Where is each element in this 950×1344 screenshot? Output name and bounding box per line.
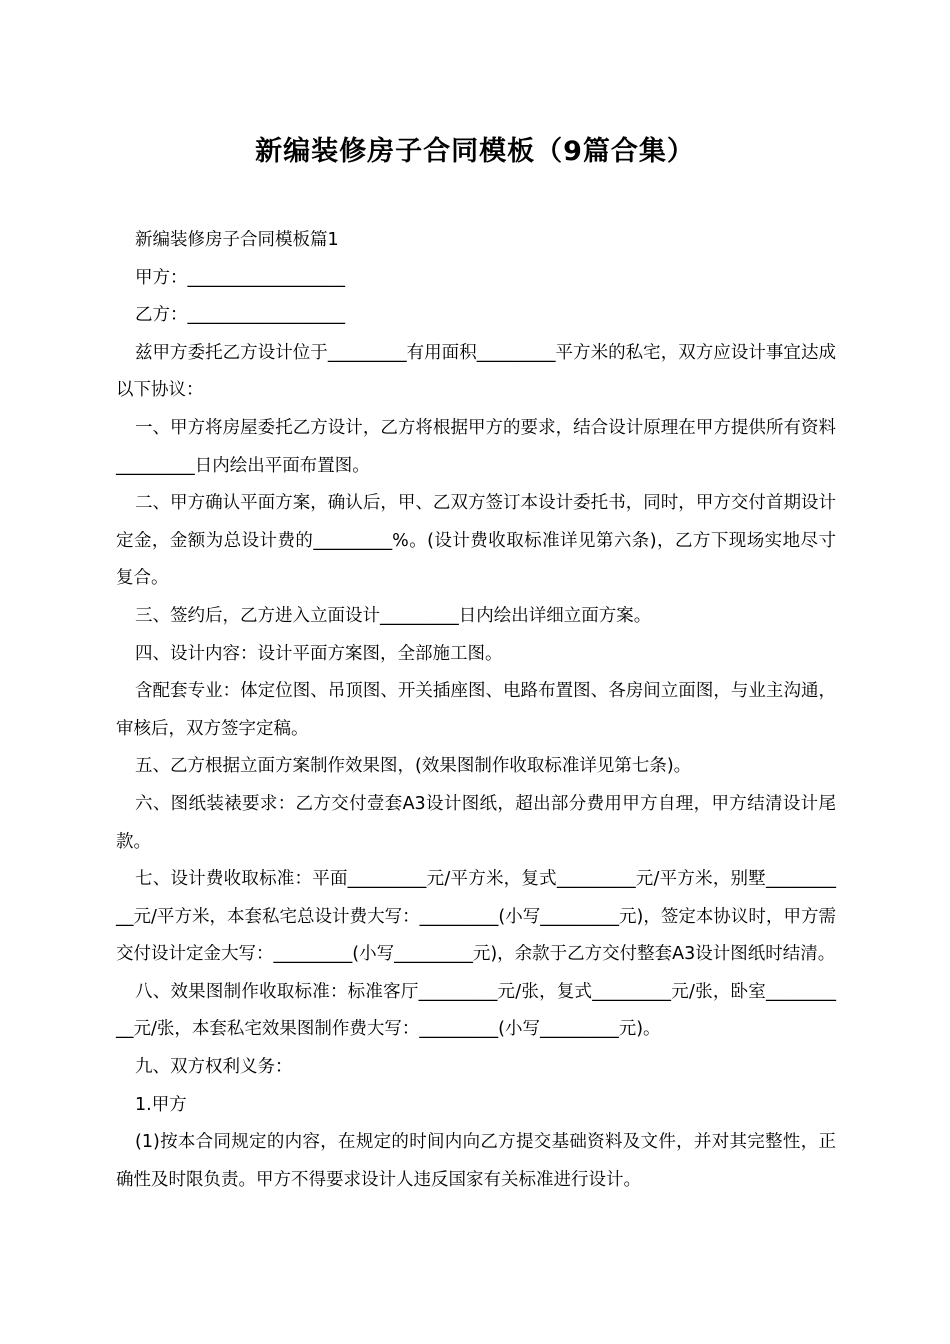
party-b-line: 乙方：__________________ — [135, 305, 345, 326]
party-a-line: 甲方：__________________ — [135, 267, 345, 288]
clause-9-party-a: 1.甲方 — [135, 1094, 187, 1115]
section-heading: 新编装修房子合同模板篇1 — [135, 230, 339, 250]
clause-8: 八、效果图制作收取标准：标准客厅_________元/张，复式_________元/张，卧室__________元/张，本套私宅效果图制作费大写：_________(小写_________元)。 — [116, 981, 836, 1040]
clause-5: 五、乙方根据立面方案制作效果图，(效果图制作收取标准详见第七条)。 — [135, 756, 692, 777]
clause-3: 三、签约后，乙方进入立面设计_________日内绘出详细立面方案。 — [135, 605, 652, 626]
clause-1: 一、甲方将房屋委托乙方设计，乙方将根据甲方的要求，结合设计原理在甲方提供所有资料_________日内绘出平面布置图。 — [116, 417, 836, 476]
document-body — [116, 222, 836, 1199]
clause-4: 四、设计内容：设计平面方案图，全部施工图。 — [135, 643, 503, 664]
clause-9: 九、双方权利义务： — [135, 1057, 293, 1078]
clause-9-party-a-item-1: (1)按本合同规定的内容，在规定的时间内向乙方提交基础资料及文件，并对其完整性，正确性及时限负责。甲方不得要求设计人违反国家有关标准进行设计。 — [116, 1132, 836, 1190]
clause-4-detail: 含配套专业：体定位图、吊顶图、开关插座图、电路布置图、各房间立面图，与业主沟通，审核后，双方签字定稿。 — [116, 681, 836, 739]
preamble-paragraph: 兹甲方委托乙方设计位于_________有用面积_________平方米的私宅，双方应设计事宜达成以下协议： — [116, 342, 836, 401]
clause-2: 二、甲方确认平面方案，确认后，甲、乙双方签订本设计委托书，同时，甲方交付首期设计定金，金额为总设计费的_________%。(设计费收取标准详见第六条)，乙方下现场实地尽寸复合。 — [116, 493, 836, 589]
clause-7: 七、设计费收取标准：平面_________元/平方米，复式_________元/平方米，别墅__________元/平方米，本套私宅总设计费大写：_________(小写_________元)，签定本协议时，甲方需交付设计定金大写：_________(小写_________元)，余款于乙方交付整套A3设计图纸时结清。 — [116, 869, 836, 965]
document-title: 新编装修房子合同模板（9篇合集） — [255, 136, 695, 167]
clause-6: 六、图纸装裱要求：乙方交付壹套A3设计图纸，超出部分费用甲方自理，甲方结清设计尾款。 — [116, 793, 836, 852]
